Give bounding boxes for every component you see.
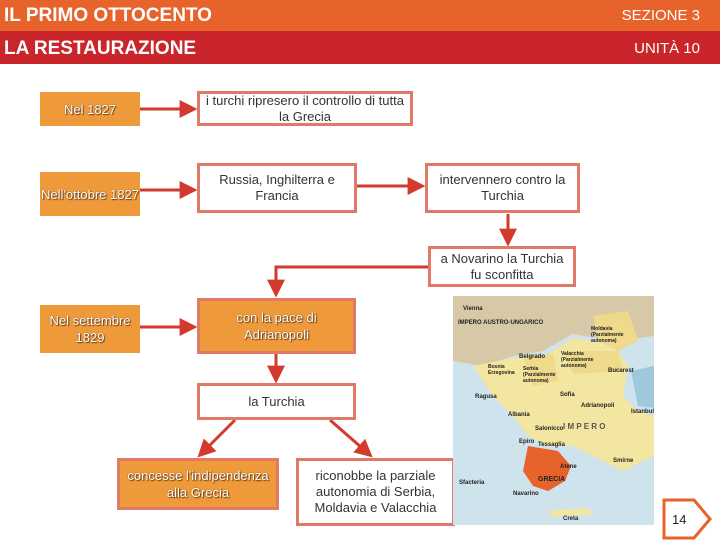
page-number: 14 [672,512,687,527]
page-title: IL PRIMO OTTOCENTO [4,5,212,26]
unit-label: UNITÀ 10 [634,40,700,57]
map-label-crete: Creta [563,516,579,522]
box-peace-adrianopoli: con la pace di Adrianopoli [197,298,356,354]
map-label-navarino: Navarino [513,491,539,497]
arrow-b4-b5 [276,267,428,294]
date-october-1827: Nell'ottobre 1827 [40,172,140,216]
map-label-greece: GRECIA [538,476,566,483]
map-label-ragusa: Ragusa [475,394,497,400]
arrow-b6-b8 [330,420,370,455]
map-label-sofia: Sofia [560,392,575,398]
map-label-belgrade: Belgrado [519,354,546,360]
map-label-bosnia: Bosnia Erzegovina [488,364,515,376]
balkans-map [453,296,654,525]
map-label-sfacteria: Sfacteria [459,480,485,486]
box-turks-regain-greece: i turchi ripresero il controllo di tutta la Grecia [197,91,413,126]
box-partial-autonomy: riconobbe la parziale autonomia di Serbia, Moldavia e Valacchia [296,458,455,526]
map-label-smyrna: Smirne [613,458,634,464]
map-label-bucharest: Bucarest [608,368,634,374]
map-label-salonika: Salonicco [535,426,564,432]
box-navarino-defeat: a Novarino la Turchia fu sconfitta [428,246,576,287]
page-number-badge [660,498,712,545]
box-greek-independence: concesse l'indipendenza alla Grecia [117,458,279,510]
box-russia-england-france: Russia, Inghilterra e Francia [197,163,357,213]
map-label-wallachia: Valacchia (Parzialmente autonoma) [561,351,594,369]
map-label-epirus: Epiro [519,439,535,445]
map-label-ottoman-empire: I M P E R O [563,422,606,431]
map-label-albania: Albania [508,412,530,418]
map-label-istanbul: Istanbul [631,409,654,415]
map-label-austrian-empire: IMPERO AUSTRO-UNGARICO [458,320,544,326]
date-1827: Nel 1827 [40,92,140,126]
date-september-1829: Nel settembre 1829 [40,305,140,353]
arrow-b6-b7 [200,420,235,455]
box-turkey: la Turchia [197,383,356,420]
map-label-moldavia: Moldavia (Parzialmente autonoma) [591,326,624,344]
section-label: SEZIONE 3 [621,7,700,24]
map-label-vienna: Vienna [463,306,483,312]
map-label-thessaly: Tessaglia [538,442,565,448]
map-label-athens: Atene [560,464,577,470]
black-sea [631,366,654,408]
map-label-serbia: Serbia (Parzialmente autonoma) [523,366,556,384]
page-subtitle: LA RESTAURAZIONE [4,38,197,59]
box-intervened-against-turkey: intervennero contro la Turchia [425,163,580,213]
map-label-adrianople: Adrianopoli [581,403,615,409]
